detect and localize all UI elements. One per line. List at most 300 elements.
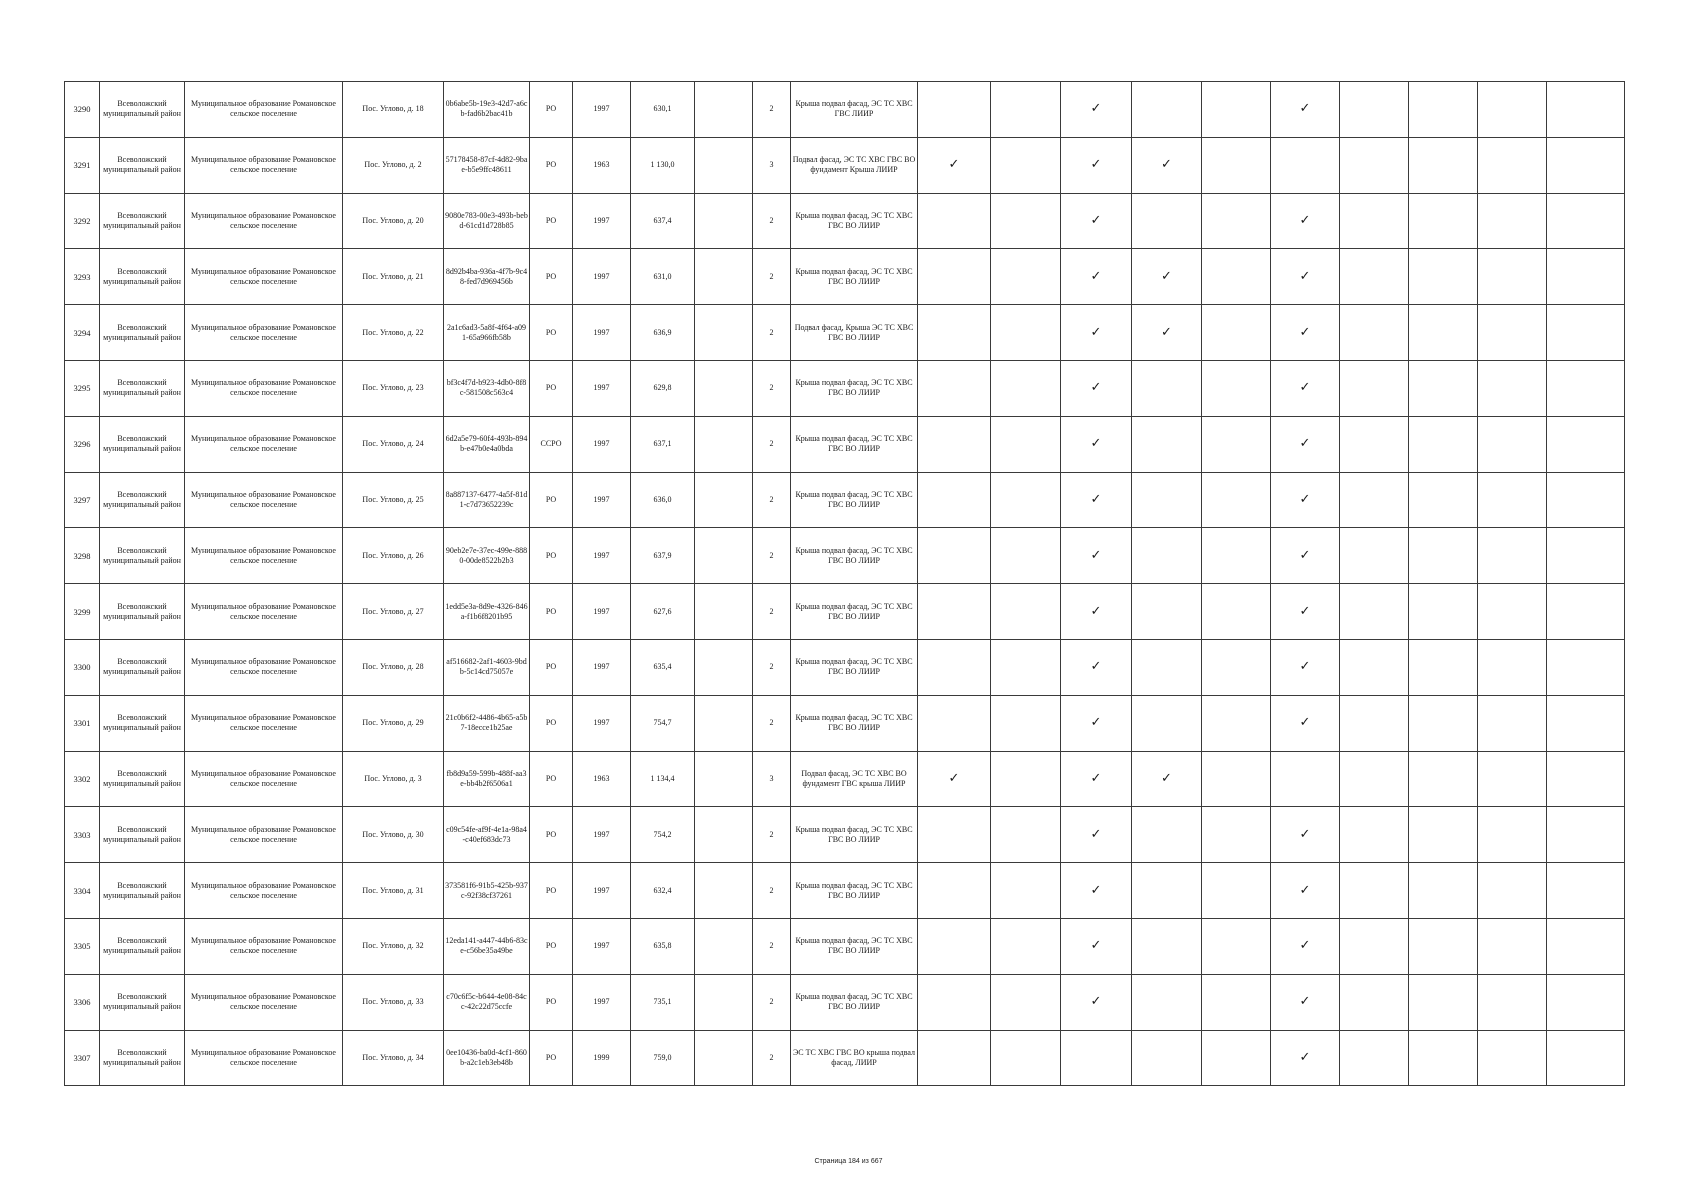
empty-check-cell: [1409, 584, 1478, 640]
floors-cell: 2: [753, 472, 791, 528]
municipality-cell: Муниципальное образование Романовское сельское поселение: [185, 360, 343, 416]
empty-check-cell: [918, 974, 991, 1030]
empty-check-cell: [991, 807, 1061, 863]
empty-check-cell: [1478, 863, 1547, 919]
empty-check-cell: [1340, 137, 1409, 193]
works-list-cell: Крыша подвал фасад, ЭС ТС ХВС ГВС ВО ЛИИР: [791, 416, 918, 472]
table-row: [65, 416, 1625, 472]
address-cell: Пос. Углово, д. 24: [343, 416, 444, 472]
row-number: 3297: [65, 472, 100, 528]
empty-check-cell: [1271, 751, 1340, 807]
table-row: [65, 639, 1625, 695]
empty-check-cell: [1061, 1030, 1132, 1086]
org-type-cell: РО: [530, 751, 573, 807]
year-built-cell: 1997: [573, 472, 631, 528]
empty-check-cell: [1202, 528, 1271, 584]
table-row: [65, 360, 1625, 416]
empty-check-cell: [991, 639, 1061, 695]
checkmark-icon: ✓: [1271, 305, 1340, 361]
year-built-cell: 1997: [573, 974, 631, 1030]
municipality-cell: Муниципальное образование Романовское сельское поселение: [185, 584, 343, 640]
district-cell: Всеволожский муниципальный район: [100, 751, 185, 807]
municipality-cell: Муниципальное образование Романовское сельское поселение: [185, 974, 343, 1030]
fias-code-cell: 90eb2e7e-37ec-499e-8880-00de8522b2b3: [444, 528, 530, 584]
works-list-cell: Крыша подвал фасад, ЭС ТС ХВС ГВС ЛИИР: [791, 82, 918, 138]
empty-check-cell: [1478, 193, 1547, 249]
area-cell: 635,4: [631, 639, 695, 695]
empty-check-cell: [991, 193, 1061, 249]
year-built-cell: 1997: [573, 305, 631, 361]
municipality-cell: Муниципальное образование Романовское сельское поселение: [185, 472, 343, 528]
empty-check-cell: [1547, 695, 1625, 751]
address-cell: Пос. Углово, д. 23: [343, 360, 444, 416]
works-list-cell: Подвал фасад, Крыша ЭС ТС ХВС ГВС ВО ЛИИР: [791, 305, 918, 361]
checkmark-icon: ✓: [1061, 249, 1132, 305]
checkmark-icon: ✓: [1271, 528, 1340, 584]
row-number: 3305: [65, 918, 100, 974]
empty-check-cell: [1547, 360, 1625, 416]
row-number: 3303: [65, 807, 100, 863]
row-number: 3301: [65, 695, 100, 751]
fias-code-cell: 0b6abe5b-19e3-42d7-a6cb-fad6b2bac41b: [444, 82, 530, 138]
address-cell: Пос. Углово, д. 34: [343, 1030, 444, 1086]
empty-check-cell: [1478, 751, 1547, 807]
address-cell: Пос. Углово, д. 26: [343, 528, 444, 584]
org-type-cell: РО: [530, 584, 573, 640]
fias-code-cell: fb8d9a59-599b-488f-aa3e-bb4b2f6506a1: [444, 751, 530, 807]
org-type-cell: РО: [530, 360, 573, 416]
checkmark-icon: ✓: [1061, 584, 1132, 640]
area-cell: 637,1: [631, 416, 695, 472]
org-type-cell: РО: [530, 249, 573, 305]
municipality-cell: Муниципальное образование Романовское сельское поселение: [185, 807, 343, 863]
empty-check-cell: [1340, 305, 1409, 361]
empty-check-cell: [918, 584, 991, 640]
empty-check-cell: [1409, 1030, 1478, 1086]
empty-check-cell: [1409, 472, 1478, 528]
floors-cell: 2: [753, 249, 791, 305]
empty-check-cell: [918, 249, 991, 305]
empty-check-cell: [1340, 193, 1409, 249]
empty-check-cell: [1478, 695, 1547, 751]
district-cell: Всеволожский муниципальный район: [100, 974, 185, 1030]
district-cell: Всеволожский муниципальный район: [100, 416, 185, 472]
address-cell: Пос. Углово, д. 25: [343, 472, 444, 528]
table-row: [65, 528, 1625, 584]
checkmark-icon: ✓: [1271, 695, 1340, 751]
empty-check-cell: [991, 416, 1061, 472]
empty-check-cell: [1202, 639, 1271, 695]
empty-check-cell: [1202, 137, 1271, 193]
table-row: [65, 137, 1625, 193]
area-cell: 630,1: [631, 82, 695, 138]
empty-check-cell: [1547, 305, 1625, 361]
empty-check-cell: [1547, 584, 1625, 640]
year-built-cell: 1997: [573, 863, 631, 919]
fias-code-cell: bf3c4f7d-b923-4db0-8f8c-581508c563c4: [444, 360, 530, 416]
empty-check-cell: [918, 1030, 991, 1086]
year-built-cell: 1997: [573, 918, 631, 974]
empty-cell: [695, 249, 753, 305]
empty-check-cell: [1478, 918, 1547, 974]
empty-check-cell: [991, 863, 1061, 919]
municipality-cell: Муниципальное образование Романовское сельское поселение: [185, 639, 343, 695]
empty-check-cell: [1132, 360, 1202, 416]
empty-check-cell: [991, 1030, 1061, 1086]
empty-check-cell: [1547, 1030, 1625, 1086]
checkmark-icon: ✓: [1061, 137, 1132, 193]
checkmark-icon: ✓: [1061, 918, 1132, 974]
org-type-cell: РО: [530, 472, 573, 528]
works-list-cell: Крыша подвал фасад, ЭС ТС ХВС ГВС ВО ЛИИР: [791, 360, 918, 416]
empty-check-cell: [1409, 137, 1478, 193]
empty-check-cell: [918, 360, 991, 416]
year-built-cell: 1963: [573, 751, 631, 807]
empty-check-cell: [1478, 137, 1547, 193]
area-cell: 759,0: [631, 1030, 695, 1086]
empty-check-cell: [1478, 528, 1547, 584]
empty-check-cell: [1340, 639, 1409, 695]
works-list-cell: Подвал фасад, ЭС ТС ХВС ВО фундамент ГВС крыша ЛИИР: [791, 751, 918, 807]
empty-check-cell: [1202, 751, 1271, 807]
empty-check-cell: [1132, 974, 1202, 1030]
empty-check-cell: [1340, 1030, 1409, 1086]
empty-cell: [695, 137, 753, 193]
area-cell: 627,6: [631, 584, 695, 640]
floors-cell: 2: [753, 863, 791, 919]
works-list-cell: Подвал фасад, ЭС ТС ХВС ГВС ВО фундамент Крыша ЛИИР: [791, 137, 918, 193]
address-cell: Пос. Углово, д. 18: [343, 82, 444, 138]
empty-check-cell: [991, 751, 1061, 807]
table-row: [65, 695, 1625, 751]
empty-check-cell: [1547, 918, 1625, 974]
empty-check-cell: [1409, 82, 1478, 138]
org-type-cell: РО: [530, 807, 573, 863]
empty-check-cell: [1547, 472, 1625, 528]
empty-check-cell: [1547, 137, 1625, 193]
checkmark-icon: ✓: [1271, 416, 1340, 472]
empty-check-cell: [1478, 416, 1547, 472]
empty-check-cell: [1547, 416, 1625, 472]
checkmark-icon: ✓: [1132, 137, 1202, 193]
empty-check-cell: [1271, 137, 1340, 193]
municipality-cell: Муниципальное образование Романовское сельское поселение: [185, 918, 343, 974]
floors-cell: 2: [753, 305, 791, 361]
empty-check-cell: [1202, 193, 1271, 249]
empty-cell: [695, 528, 753, 584]
municipality-cell: Муниципальное образование Романовское сельское поселение: [185, 137, 343, 193]
district-cell: Всеволожский муниципальный район: [100, 807, 185, 863]
empty-check-cell: [991, 584, 1061, 640]
address-cell: Пос. Углово, д. 2: [343, 137, 444, 193]
empty-check-cell: [1132, 639, 1202, 695]
empty-check-cell: [1340, 360, 1409, 416]
org-type-cell: ССРО: [530, 416, 573, 472]
fias-code-cell: 6d2a5e79-60f4-493b-894b-e47b0e4a0bda: [444, 416, 530, 472]
empty-check-cell: [918, 472, 991, 528]
empty-check-cell: [1340, 863, 1409, 919]
area-cell: 635,8: [631, 918, 695, 974]
area-cell: 754,7: [631, 695, 695, 751]
checkmark-icon: ✓: [1061, 528, 1132, 584]
year-built-cell: 1997: [573, 695, 631, 751]
year-built-cell: 1997: [573, 639, 631, 695]
org-type-cell: РО: [530, 193, 573, 249]
empty-check-cell: [1547, 82, 1625, 138]
floors-cell: 3: [753, 751, 791, 807]
empty-check-cell: [1409, 528, 1478, 584]
year-built-cell: 1997: [573, 807, 631, 863]
table-row: [65, 472, 1625, 528]
address-cell: Пос. Углово, д. 29: [343, 695, 444, 751]
checkmark-icon: ✓: [1132, 751, 1202, 807]
checkmark-icon: ✓: [1132, 305, 1202, 361]
org-type-cell: РО: [530, 695, 573, 751]
empty-cell: [695, 416, 753, 472]
org-type-cell: РО: [530, 974, 573, 1030]
works-list-cell: Крыша подвал фасад, ЭС ТС ХВС ГВС ВО ЛИИР: [791, 695, 918, 751]
empty-cell: [695, 584, 753, 640]
empty-check-cell: [1340, 472, 1409, 528]
checkmark-icon: ✓: [1061, 82, 1132, 138]
empty-check-cell: [1202, 305, 1271, 361]
works-list-cell: Крыша подвал фасад, ЭС ТС ХВС ГВС ВО ЛИИР: [791, 863, 918, 919]
area-cell: 636,0: [631, 472, 695, 528]
row-number: 3307: [65, 1030, 100, 1086]
area-cell: 735,1: [631, 974, 695, 1030]
empty-cell: [695, 1030, 753, 1086]
district-cell: Всеволожский муниципальный район: [100, 305, 185, 361]
works-list-cell: Крыша подвал фасад, ЭС ТС ХВС ГВС ВО ЛИИР: [791, 807, 918, 863]
empty-check-cell: [918, 528, 991, 584]
municipality-cell: Муниципальное образование Романовское сельское поселение: [185, 249, 343, 305]
org-type-cell: РО: [530, 137, 573, 193]
table-row: [65, 863, 1625, 919]
municipality-cell: Муниципальное образование Романовское сельское поселение: [185, 416, 343, 472]
fias-code-cell: c09c54fe-af9f-4e1a-98a4-c40ef683dc73: [444, 807, 530, 863]
municipality-cell: Муниципальное образование Романовское сельское поселение: [185, 305, 343, 361]
row-number: 3296: [65, 416, 100, 472]
empty-check-cell: [1547, 751, 1625, 807]
empty-check-cell: [991, 695, 1061, 751]
row-number: 3293: [65, 249, 100, 305]
works-list-cell: Крыша подвал фасад, ЭС ТС ХВС ГВС ВО ЛИИР: [791, 584, 918, 640]
table-row: [65, 193, 1625, 249]
empty-check-cell: [1409, 416, 1478, 472]
empty-check-cell: [1132, 193, 1202, 249]
year-built-cell: 1997: [573, 416, 631, 472]
empty-check-cell: [1132, 528, 1202, 584]
empty-check-cell: [1547, 193, 1625, 249]
area-cell: 1 134,4: [631, 751, 695, 807]
empty-check-cell: [1202, 807, 1271, 863]
empty-check-cell: [918, 807, 991, 863]
table-row: [65, 1030, 1625, 1086]
checkmark-icon: ✓: [1271, 807, 1340, 863]
checkmark-icon: ✓: [1271, 360, 1340, 416]
works-list-cell: Крыша подвал фасад, ЭС ТС ХВС ГВС ВО ЛИИР: [791, 918, 918, 974]
row-number: 3302: [65, 751, 100, 807]
housing-registry-table: [64, 81, 1625, 1086]
empty-cell: [695, 695, 753, 751]
year-built-cell: 1999: [573, 1030, 631, 1086]
fias-code-cell: 12eda141-a447-44b6-83ce-c56be35a49be: [444, 918, 530, 974]
floors-cell: 2: [753, 639, 791, 695]
empty-check-cell: [1409, 695, 1478, 751]
empty-check-cell: [1547, 863, 1625, 919]
empty-check-cell: [1202, 695, 1271, 751]
empty-check-cell: [1547, 528, 1625, 584]
empty-check-cell: [1340, 584, 1409, 640]
address-cell: Пос. Углово, д. 21: [343, 249, 444, 305]
municipality-cell: Муниципальное образование Романовское сельское поселение: [185, 863, 343, 919]
district-cell: Всеволожский муниципальный район: [100, 137, 185, 193]
floors-cell: 2: [753, 1030, 791, 1086]
empty-cell: [695, 807, 753, 863]
works-list-cell: Крыша подвал фасад, ЭС ТС ХВС ГВС ВО ЛИИР: [791, 472, 918, 528]
empty-check-cell: [1340, 695, 1409, 751]
empty-check-cell: [1202, 863, 1271, 919]
works-list-cell: Крыша подвал фасад, ЭС ТС ХВС ГВС ВО ЛИИР: [791, 639, 918, 695]
checkmark-icon: ✓: [1061, 416, 1132, 472]
empty-check-cell: [1202, 360, 1271, 416]
fias-code-cell: 8a887137-6477-4a5f-81d1-c7d73652239c: [444, 472, 530, 528]
empty-cell: [695, 974, 753, 1030]
row-number: 3299: [65, 584, 100, 640]
row-number: 3306: [65, 974, 100, 1030]
fias-code-cell: 0ee10436-ba0d-4cf1-860b-a2c1eb3eb48b: [444, 1030, 530, 1086]
empty-check-cell: [1202, 82, 1271, 138]
empty-check-cell: [1132, 863, 1202, 919]
table-row: [65, 918, 1625, 974]
empty-cell: [695, 360, 753, 416]
floors-cell: 2: [753, 584, 791, 640]
checkmark-icon: ✓: [1061, 639, 1132, 695]
municipality-cell: Муниципальное образование Романовское сельское поселение: [185, 528, 343, 584]
works-list-cell: ЭС ТС ХВС ГВС ВО крыша подвал фасад, ЛИИР: [791, 1030, 918, 1086]
floors-cell: 2: [753, 193, 791, 249]
area-cell: 637,9: [631, 528, 695, 584]
page-footer: Страница 184 из 667: [814, 1158, 883, 1165]
floors-cell: 2: [753, 918, 791, 974]
address-cell: Пос. Углово, д. 30: [343, 807, 444, 863]
empty-check-cell: [1409, 751, 1478, 807]
fias-code-cell: 8d92b4ba-936a-4f7b-9c48-fed7d969456b: [444, 249, 530, 305]
empty-cell: [695, 472, 753, 528]
fias-code-cell: 2a1c6ad3-5a8f-4f64-a091-65a966fb58b: [444, 305, 530, 361]
empty-check-cell: [1340, 82, 1409, 138]
empty-check-cell: [1132, 807, 1202, 863]
empty-check-cell: [1202, 974, 1271, 1030]
empty-check-cell: [1478, 82, 1547, 138]
checkmark-icon: ✓: [1271, 193, 1340, 249]
fias-code-cell: 373581f6-91b5-425b-937c-92f38cf37261: [444, 863, 530, 919]
empty-check-cell: [991, 528, 1061, 584]
district-cell: Всеволожский муниципальный район: [100, 639, 185, 695]
floors-cell: 2: [753, 974, 791, 1030]
empty-check-cell: [1202, 416, 1271, 472]
empty-check-cell: [1340, 528, 1409, 584]
empty-check-cell: [1478, 584, 1547, 640]
checkmark-icon: ✓: [1271, 249, 1340, 305]
checkmark-icon: ✓: [918, 137, 991, 193]
empty-check-cell: [1478, 974, 1547, 1030]
floors-cell: 2: [753, 82, 791, 138]
floors-cell: 2: [753, 528, 791, 584]
empty-check-cell: [1132, 1030, 1202, 1086]
empty-check-cell: [1409, 249, 1478, 305]
empty-check-cell: [918, 639, 991, 695]
district-cell: Всеволожский муниципальный район: [100, 193, 185, 249]
address-cell: Пос. Углово, д. 28: [343, 639, 444, 695]
checkmark-icon: ✓: [1061, 472, 1132, 528]
municipality-cell: Муниципальное образование Романовское сельское поселение: [185, 695, 343, 751]
checkmark-icon: ✓: [1271, 863, 1340, 919]
checkmark-icon: ✓: [1271, 639, 1340, 695]
row-number: 3291: [65, 137, 100, 193]
district-cell: Всеволожский муниципальный район: [100, 863, 185, 919]
checkmark-icon: ✓: [1061, 305, 1132, 361]
empty-check-cell: [1132, 82, 1202, 138]
checkmark-icon: ✓: [1271, 584, 1340, 640]
empty-check-cell: [991, 137, 1061, 193]
checkmark-icon: ✓: [1061, 193, 1132, 249]
empty-cell: [695, 863, 753, 919]
empty-check-cell: [1409, 807, 1478, 863]
empty-check-cell: [1132, 695, 1202, 751]
empty-check-cell: [1202, 1030, 1271, 1086]
empty-check-cell: [1478, 807, 1547, 863]
checkmark-icon: ✓: [1061, 751, 1132, 807]
checkmark-icon: ✓: [1271, 472, 1340, 528]
year-built-cell: 1997: [573, 584, 631, 640]
empty-check-cell: [1547, 807, 1625, 863]
works-list-cell: Крыша подвал фасад, ЭС ТС ХВС ГВС ВО ЛИИР: [791, 974, 918, 1030]
municipality-cell: Муниципальное образование Романовское сельское поселение: [185, 751, 343, 807]
empty-check-cell: [991, 974, 1061, 1030]
empty-check-cell: [1547, 249, 1625, 305]
empty-check-cell: [1340, 249, 1409, 305]
table-row: [65, 305, 1625, 361]
empty-check-cell: [1478, 360, 1547, 416]
row-number: 3298: [65, 528, 100, 584]
floors-cell: 2: [753, 807, 791, 863]
empty-cell: [695, 193, 753, 249]
empty-check-cell: [1409, 918, 1478, 974]
works-list-cell: Крыша подвал фасад, ЭС ТС ХВС ГВС ВО ЛИИР: [791, 193, 918, 249]
table-row: [65, 82, 1625, 138]
area-cell: 754,2: [631, 807, 695, 863]
org-type-cell: РО: [530, 918, 573, 974]
table-row: [65, 584, 1625, 640]
empty-check-cell: [1340, 918, 1409, 974]
empty-check-cell: [1409, 639, 1478, 695]
empty-check-cell: [1478, 305, 1547, 361]
empty-check-cell: [1132, 472, 1202, 528]
empty-cell: [695, 918, 753, 974]
table-row: [65, 751, 1625, 807]
floors-cell: 3: [753, 137, 791, 193]
address-cell: Пос. Углово, д. 31: [343, 863, 444, 919]
table-row: [65, 807, 1625, 863]
checkmark-icon: ✓: [1061, 974, 1132, 1030]
row-number: 3294: [65, 305, 100, 361]
empty-check-cell: [1409, 193, 1478, 249]
empty-check-cell: [1132, 416, 1202, 472]
empty-check-cell: [1202, 249, 1271, 305]
org-type-cell: РО: [530, 863, 573, 919]
checkmark-icon: ✓: [1271, 918, 1340, 974]
